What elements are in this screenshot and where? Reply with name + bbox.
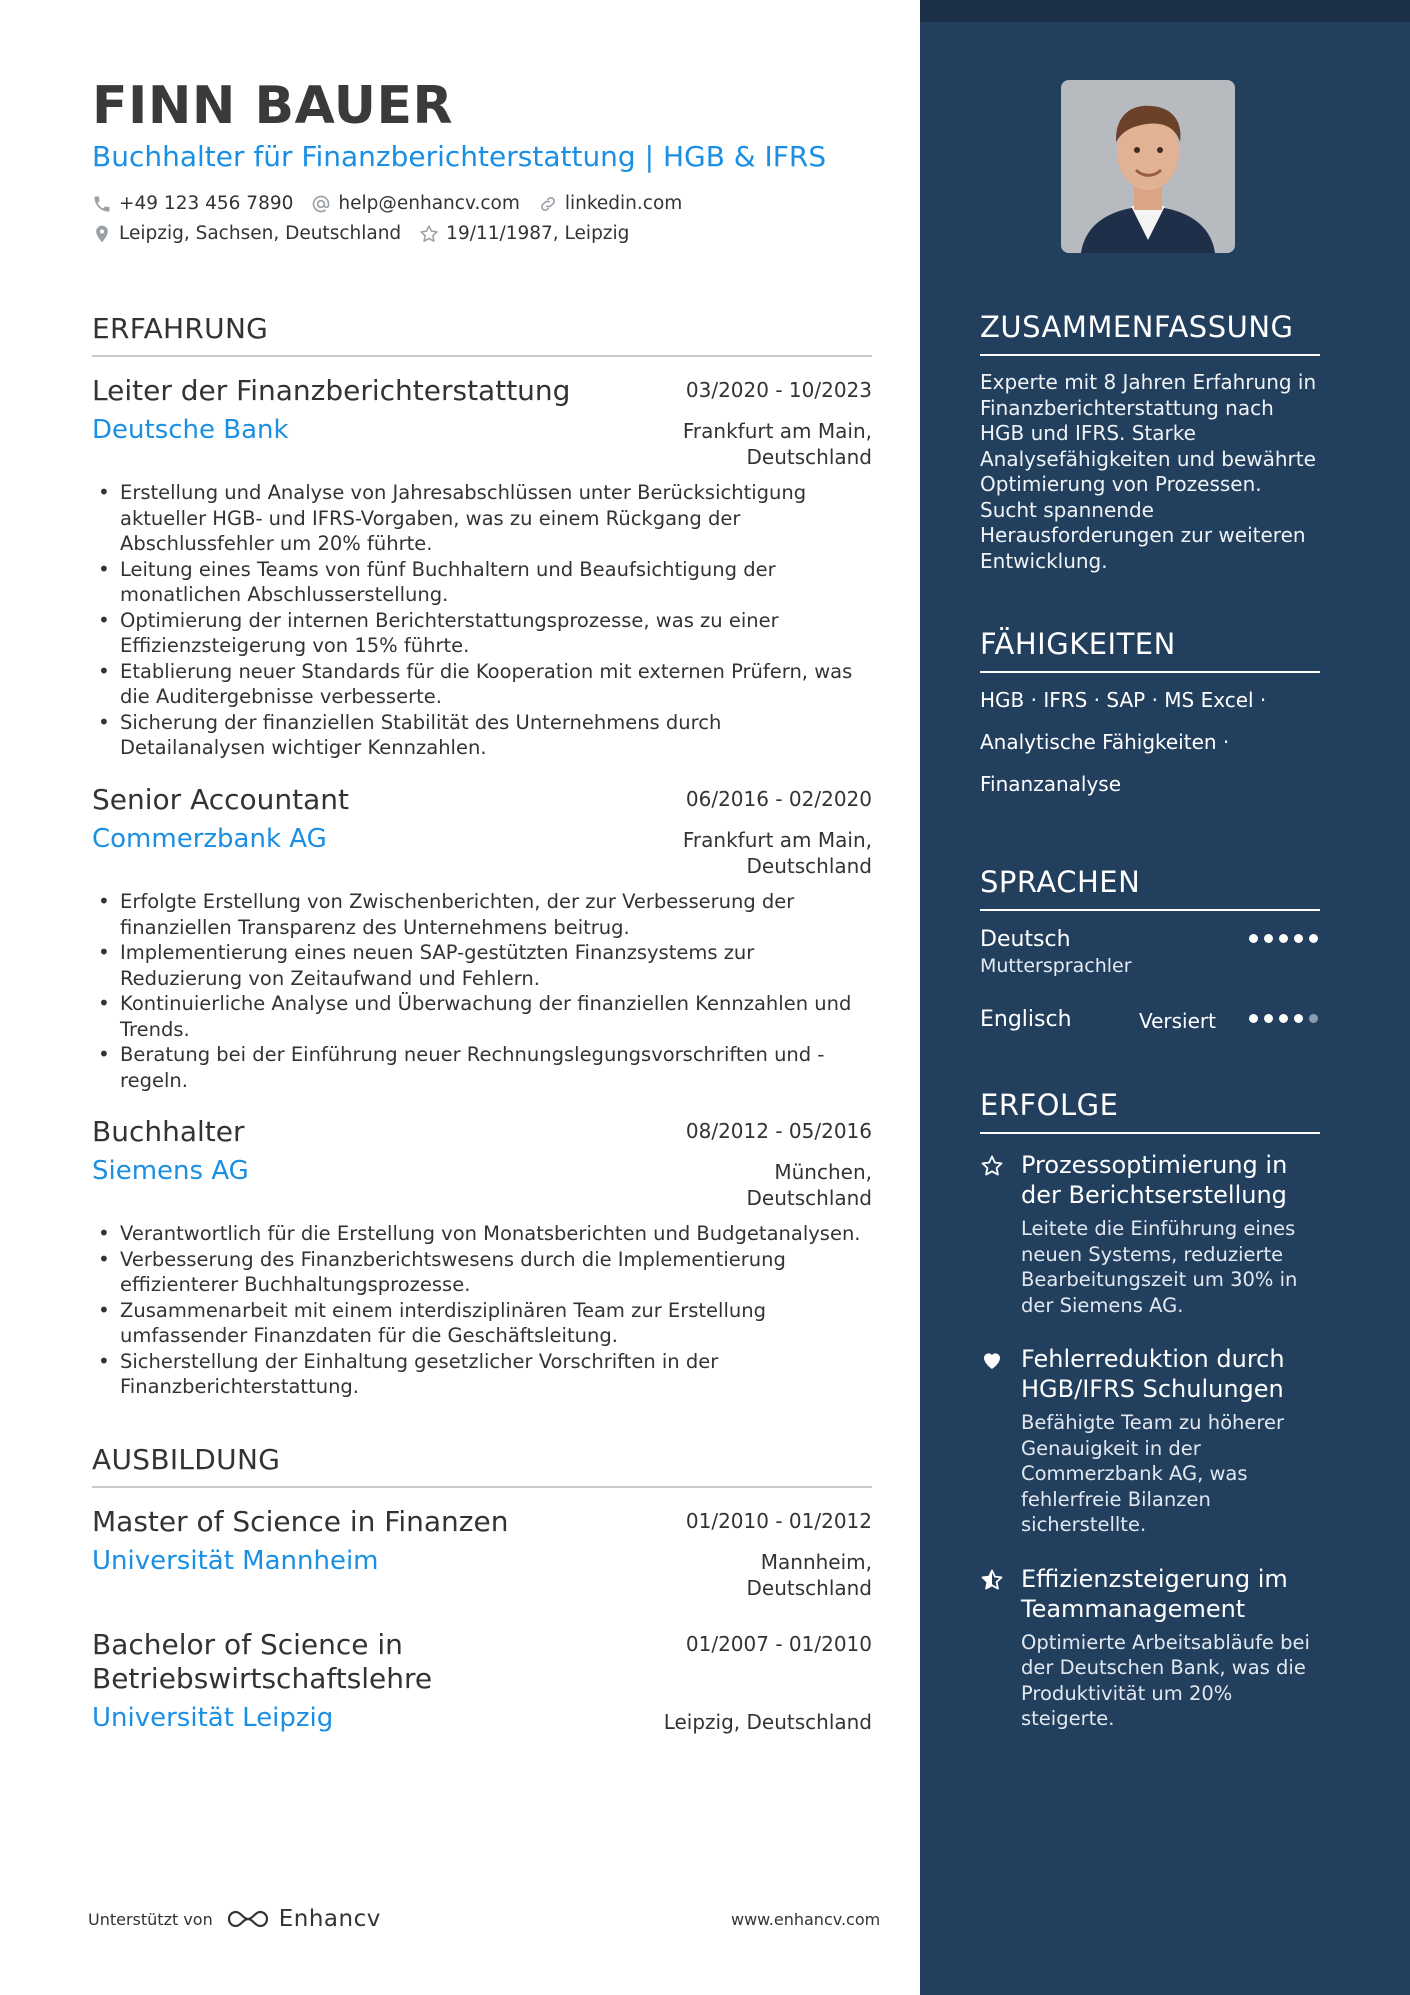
contact-row-1 — [92, 193, 700, 214]
rating-dot-filled — [1264, 1014, 1273, 1023]
language-name: Englisch — [980, 1007, 1072, 1032]
bullet-item: • Optimierung der internen Berichterstattungsprozesse, was zu einer Effizienzsteigerung von 15% führte. — [92, 608, 872, 659]
job-dates: 08/2012 - 05/2016 — [685, 1119, 872, 1143]
school-name: Universität Leipzig — [92, 1703, 334, 1733]
degree-title-line2: Betriebswirtschaftslehre — [92, 1662, 433, 1695]
rating-dot-filled — [1249, 934, 1258, 943]
education-entry — [92, 1505, 872, 1600]
summary-section — [980, 310, 1320, 574]
star-icon — [419, 224, 439, 244]
enhancv-logo-icon — [225, 1907, 271, 1931]
bullet-item: • Sicherung der finanziellen Stabilität des Unternehmens durch Detailanalysen wichtiger Kennzahlen. — [92, 710, 872, 761]
company-name: Siemens AG — [92, 1156, 249, 1186]
degree-title-line1: Bachelor of Science in — [92, 1628, 403, 1661]
profile-photo-image — [1061, 80, 1235, 253]
company-name: Commerzbank AG — [92, 824, 327, 854]
bullet-item: • Beratung bei der Einführung neuer Rechnungslegungsvorschriften und -regeln. — [92, 1042, 872, 1093]
language-item — [980, 1007, 1320, 1087]
star-outline-icon — [980, 1154, 1004, 1178]
birth-text: 19/11/1987, Leipzig — [446, 223, 630, 244]
job-bullets — [92, 889, 872, 1093]
footer-website[interactable]: www.enhancv.com — [731, 1910, 881, 1929]
languages-heading: SPRACHEN — [980, 865, 1320, 911]
education-location: Leipzig, Deutschland — [663, 1710, 872, 1734]
education-location — [747, 1550, 873, 1601]
language-level: Muttersprachler — [980, 955, 1132, 977]
phone-text: +49 123 456 7890 — [119, 193, 294, 214]
job-dates: 03/2020 - 10/2023 — [685, 378, 872, 402]
bullet-item: • Zusammenarbeit mit einem interdisziplinären Team zur Erstellung umfassender Finanzdaten für die Geschäftsleitung. — [92, 1298, 872, 1349]
skills-heading: FÄHIGKEITEN — [980, 627, 1320, 673]
education-dates: 01/2010 - 01/2012 — [685, 1509, 872, 1533]
language-rating — [1249, 934, 1318, 943]
job-location — [683, 419, 872, 470]
achievement-description: Leitete die Einführung eines neuen Systems, reduzierte Bearbeitungszeit um 30% in der Siemens AG. — [1021, 1217, 1298, 1317]
job-location-line1: Frankfurt am Main, — [682, 419, 872, 443]
sidebar — [920, 0, 1410, 1995]
achievement-item — [980, 1344, 1320, 1538]
rating-dot-filled — [1279, 1014, 1288, 1023]
education-entry — [92, 1628, 872, 1734]
job-location-line2: Deutschland — [746, 444, 872, 469]
company-name: Deutsche Bank — [92, 415, 289, 445]
rating-dot-filled — [1264, 934, 1273, 943]
rating-dot-filled — [1279, 934, 1288, 943]
language-level: Versiert — [1138, 1009, 1216, 1033]
skills-line: Analytische Fähigkeiten · — [980, 730, 1230, 754]
linkedin-item[interactable] — [538, 193, 682, 214]
job-location-line1: München, — [774, 1160, 872, 1184]
rating-dot-filled — [1294, 934, 1303, 943]
sidebar-top-bar — [920, 0, 1410, 22]
language-rating — [1249, 1014, 1318, 1023]
link-icon — [538, 194, 558, 214]
job-title: Buchhalter — [92, 1115, 245, 1148]
location-item — [92, 223, 401, 244]
email-item[interactable] — [311, 193, 519, 214]
language-name: Deutsch — [980, 927, 1071, 952]
powered-by-text: Unterstützt von — [88, 1909, 213, 1929]
rating-dot-filled — [1249, 1014, 1258, 1023]
bullet-item: • Kontinuierliche Analyse und Überwachung der finanziellen Kennzahlen und Trends. — [92, 991, 872, 1042]
candidate-title: Buchhalter für Finanzberichterstattung | HGB & IFRS — [92, 140, 827, 173]
achievement-title: Effizienzsteigerung im Teammanagement — [1021, 1564, 1288, 1623]
star-half-icon — [980, 1568, 1004, 1592]
location-text: Leipzig, Sachsen, Deutschland — [119, 223, 402, 244]
education-heading: AUSBILDUNG — [92, 1443, 872, 1488]
job-entry — [92, 783, 872, 1093]
degree-title: Master of Science in Finanzen — [92, 1505, 509, 1538]
achievements-section — [980, 1088, 1320, 1758]
enhancv-logo[interactable] — [225, 1906, 381, 1932]
job-location — [683, 828, 872, 879]
phone-icon — [92, 194, 112, 214]
rating-dot-filled — [1294, 1014, 1303, 1023]
experience-heading: ERFAHRUNG — [92, 312, 872, 357]
job-entry — [92, 374, 872, 761]
bullet-item: • Verbesserung des Finanzberichtswesens durch die Implementierung effizienterer Buchhaltungsprozesse. — [92, 1247, 872, 1298]
job-entry — [92, 1115, 872, 1400]
job-location-line2: Deutschland — [746, 853, 872, 878]
achievement-title: Prozessoptimierung in der Berichtserstellung — [1021, 1151, 1288, 1209]
bullet-item: • Verantwortlich für die Erstellung von Monatsberichten und Budgetanalysen. — [92, 1221, 872, 1247]
skills-section — [980, 627, 1320, 805]
bullet-item: • Etablierung neuer Standards für die Kooperation mit externen Prüfern, was die Auditergebnisse verbesserte. — [92, 659, 872, 710]
job-bullets — [92, 480, 872, 761]
languages-section — [980, 865, 1320, 1087]
candidate-name: FINN BAUER — [92, 76, 454, 136]
job-bullets — [92, 1221, 872, 1400]
summary-heading: ZUSAMMENFASSUNG — [980, 310, 1320, 356]
bullet-item: • Leitung eines Teams von fünf Buchhaltern und Beaufsichtigung der monatlichen Abschlusserstellung. — [92, 557, 872, 608]
heart-icon — [980, 1348, 1004, 1372]
bullet-item: • Sicherstellung der Einhaltung gesetzlicher Vorschriften in der Finanzberichterstattung. — [92, 1349, 872, 1400]
education-dates: 01/2007 - 01/2010 — [685, 1632, 872, 1656]
footer-powered-by — [88, 1906, 381, 1932]
education-location-line1: Mannheim, — [760, 1550, 872, 1574]
rating-dot-empty — [1309, 1014, 1318, 1023]
profile-photo — [1061, 80, 1235, 253]
phone-item — [92, 193, 293, 214]
job-location — [747, 1160, 873, 1211]
rating-dot-filled — [1309, 934, 1318, 943]
birth-item — [419, 223, 629, 244]
achievement-title: Fehlerreduktion durch HGB/IFRS Schulungen — [1021, 1345, 1285, 1403]
job-location-line1: Frankfurt am Main, — [682, 828, 872, 852]
email-text[interactable]: help@enhancv.com — [338, 193, 520, 214]
language-item — [980, 927, 1320, 1007]
skills-line: Finanzanalyse — [980, 772, 1122, 796]
achievements-heading: ERFOLGE — [980, 1088, 1320, 1134]
achievement-description: Optimierte Arbeitsabläufe bei der Deutschen Bank, was die Produktivität um 20% steigerte. — [1021, 1630, 1310, 1730]
location-pin-icon — [92, 224, 112, 244]
school-name: Universität Mannheim — [92, 1546, 379, 1576]
enhancv-brand-text: Enhancv — [278, 1906, 381, 1932]
job-title: Leiter der Finanzberichterstattung — [92, 374, 571, 407]
at-icon — [311, 194, 331, 214]
achievement-item — [980, 1564, 1320, 1732]
education-location-line2: Deutschland — [746, 1575, 872, 1600]
job-title: Senior Accountant — [92, 783, 350, 816]
contact-row-2 — [92, 223, 647, 244]
bullet-item: • Erstellung und Analyse von Jahresabschlüssen unter Berücksichtigung aktueller HGB- und IFRS-Vorgaben, was zu einem Rückgang der Abschlussfehler um 20% führte. — [92, 480, 872, 557]
linkedin-text[interactable]: linkedin.com — [564, 193, 683, 214]
achievement-description: Befähigte Team zu höherer Genauigkeit in der Commerzbank AG, was fehlerfreie Bilanzen sicherstellte. — [1021, 1411, 1284, 1536]
skills-line: HGB · IFRS · SAP · MS Excel · — [980, 688, 1267, 712]
summary-text: Experte mit 8 Jahren Erfahrung in Finanzberichterstattung nach HGB und IFRS. Starke Analysefähigkeiten und bewährte Optimierung von Prozessen. Sucht spannende Herausforderungen zur weiteren Entwicklung. — [980, 370, 1317, 573]
job-dates: 06/2016 - 02/2020 — [685, 787, 872, 811]
bullet-item: • Erfolgte Erstellung von Zwischenberichten, der zur Verbesserung der finanziellen Transparenz des Unternehmens beitrug. — [92, 889, 872, 940]
bullet-item: • Implementierung eines neuen SAP-gestützten Finanzsystems zur Reduzierung von Zeitaufwand und Fehlern. — [92, 940, 872, 991]
job-location-line2: Deutschland — [746, 1185, 872, 1210]
achievement-item — [980, 1150, 1320, 1318]
